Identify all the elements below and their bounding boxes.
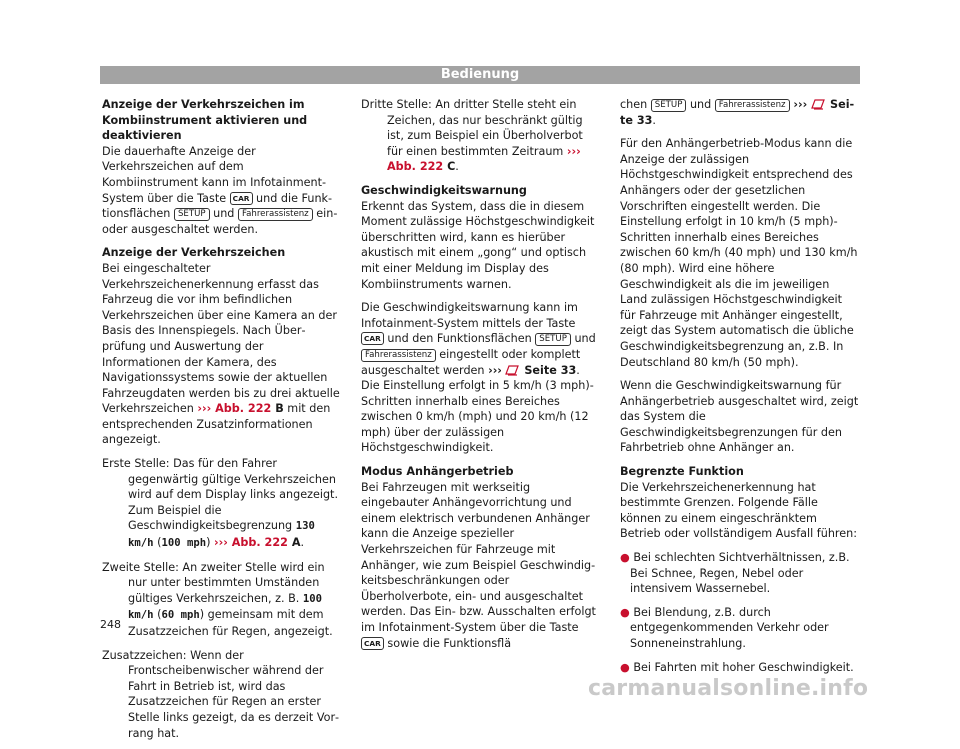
car-button-icon: CAR [361, 332, 384, 345]
manual-reference-icon [811, 98, 826, 110]
bullet-icon: ● [620, 660, 630, 674]
paragraph-activate: Die dauerhafte Anzeige der Verkehrszeichen auf dem Kombiinstrument kann im Infotainment-System über die Taste CAR und die Funktionsflächen SETUP und Fahrerassistenz ein- oder ausgeschaltet werden. [102, 144, 338, 236]
definition-dritte-stelle: Dritte Stelle: An dritter Stelle steht ein Zeichen, das nur beschränkt gültig ist, zum Beispiel ein Überholverbot für einen bestimmten Zeitraum ››› Abb. 222 C. [361, 98, 583, 174]
watermark: carmanualsonline.info [588, 676, 869, 701]
paragraph-speed-warning: Erkennt das System, dass die in diesem Moment zulässige Höchstgeschwindigkeit überschritten wird, kann es hierüber akustisch mit einem „gong“ und optisch mit einer Meldung im Display des Kombiinstruments warnen. [361, 199, 595, 291]
paragraph-limited-function: Die Verkehrszeichenerkennung hat bestimmte Grenzen. Folgende Fälle können zu einem eingeschränktem Betrieb oder vollständigem Ausfall führen: [620, 480, 858, 541]
definition-zusatzzeichen: Zusatzzeichen: Wenn der Frontscheibenwischer während der Fahrt in Betrieb ist, wird das Zusatzzeichen für Regen an erster Stelle links gezeigt, da es derzeit Vorrang hat. [102, 648, 340, 740]
fahrerassistenz-button-label: Fahrerassistenz [715, 99, 790, 112]
bullet-icon: ● [620, 605, 630, 619]
column-3 [620, 97, 860, 683]
figure-reference: ››› Abb. 222 [197, 402, 272, 416]
bullet-icon: ● [620, 551, 630, 565]
paragraph-trailer-speed: Für den Anhängerbetrieb-Modus kann die Anzeige der zulässigen Höchstgeschwindigkeit entsprechend des Anhängers oder der gesetzlichen Vorschriften eingestellt werden. Die Einstellung erfolgt in 10 km/h (5 mph)-Schritten innerhalb eines Bereiches zwischen 60 km/h (40 mph) und 130 km/h (80 mph). Wird eine höhere Geschwindigkeit als die im jeweiligen Land zulässigen Höchstgeschwindigkeit für Fahrzeuge mit Anhänger eingestellt, zeigt das System automatisch die übliche Geschwindigkeitsbegrenzung an, z.B. In Deutschland 80 km/h (50 mph). [620, 137, 858, 369]
paragraph-trailer-settings: chen SETUP und Fahrerassistenz ››› Seite 33. [620, 98, 855, 127]
setup-button-label: SETUP [174, 208, 210, 221]
setup-button-label: SETUP [535, 333, 571, 346]
paragraph-speed-warning-settings: Die Geschwindigkeitswarnung kann im Infotainment-System mittels der Taste CAR und den Funktionsflächen SETUP und Fahrerassistenz eingestellt oder komplett ausgeschaltet werden ››› Seite 33. Die Einstellung erfolgt in 5 km/h (3 mph)-Schritten innerhalb eines Bereiches zwischen 0 km/h (mph) und 20 km/h (12 mph) über der zulässigen Höchstgeschwindigkeit. [361, 301, 596, 455]
list-item: ● Bei Blendung, z.B. durch entgegenkommenden Verkehr oder Sonneneinstrahlung. [620, 605, 829, 650]
heading-trailer-mode: Modus Anhängerbetrieb [361, 465, 514, 479]
heading-speed-warning: Geschwindigkeitswarnung [361, 183, 527, 197]
car-button-icon: CAR [361, 637, 384, 650]
heading-traffic-sign-display: Anzeige der Verkehrszeichen [102, 246, 286, 260]
column-2 [361, 97, 601, 659]
heading-activate-display: Anzeige der Verkehrszeichen im Kombiinstrument aktivieren und deaktivieren [102, 98, 308, 143]
heading-limited-function: Begrenzte Funktion [620, 465, 744, 479]
fahrerassistenz-button-label: Fahrerassistenz [238, 208, 313, 221]
definition-zweite-stelle: Zweite Stelle: An zweiter Stelle wird ein nur unter bestimmten Umständen gültiges Verkehrszeichen, z. B. 100 km/h (60 mph) gemeinsam mit dem Zusatzzeichen für Regen, angezeigt. [102, 560, 333, 638]
paragraph-trailer-mode: Bei Fahrzeugen mit werkseitig eingebauter Anhängevorrichtung und einem elektrisch verbundenen Anhänger kann die Anzeige spezieller Verkehrszeichen für Fahrzeuge mit Anhänger, wie zum Beispiel Geschwindigkeitsbeschränkungen oder Überholverbote, ein- und ausgeschaltet werden. Das Ein- bzw. Ausschalten erfolgt im Infotainment-System über die Taste CAR sowie die Funktionsflä [361, 480, 596, 650]
list-item: ● Bei Fahrten mit hoher Geschwindigkeit. [620, 660, 854, 674]
paragraph-trailer-warning-off: Wenn die Geschwindigkeitswarnung für Anhängerbetrieb ausgeschaltet wird, zeigt das System die Geschwindigkeitsbegrenzungen für den Fahrbetrieb ohne Anhänger an. [620, 379, 859, 455]
definition-erste-stelle: Erste Stelle: Das für den Fahrer gegenwärtig gültige Verkehrszeichen wird auf dem Display links angezeigt. Zum Beispiel die Geschwindigkeitsbegrenzung 130 km/h (100 mph) ››› Abb. 222 A. [102, 457, 339, 550]
car-button-icon: CAR [230, 192, 253, 205]
page-header [100, 66, 860, 84]
column-1 [102, 97, 340, 749]
figure-reference: ››› Abb. 222 [214, 536, 288, 550]
manual-reference-icon [505, 364, 520, 376]
setup-button-label: SETUP [651, 99, 687, 112]
fahrerassistenz-button-label: Fahrerassistenz [361, 349, 436, 362]
figure-reference: ››› Abb. 222 [387, 144, 581, 174]
list-item: ● Bei schlechten Sichtverhältnissen, z.B. Bei Schnee, Regen, Nebel oder intensivem Wassernebel. [620, 551, 850, 596]
header-title: Bedienung [440, 67, 520, 82]
page-number: 248 [100, 618, 121, 631]
paragraph-traffic-sign: Bei eingeschalteter Verkehrszeichenerkennung erfasst das Fahrzeug die vor ihm befindlichen Verkehrszeichen über eine Kamera an der Basis des Innenspiegels. Nach Überprüfung und Auswertung der Informationen der Kamera, des Navigationssystems sowie der aktuellen Fahrzeugdaten werden bis zu drei aktuelle Verkehrszeichen ››› Abb. 222 B mit den entsprechenden Zusatzinformationen angezeigt. [102, 261, 340, 447]
